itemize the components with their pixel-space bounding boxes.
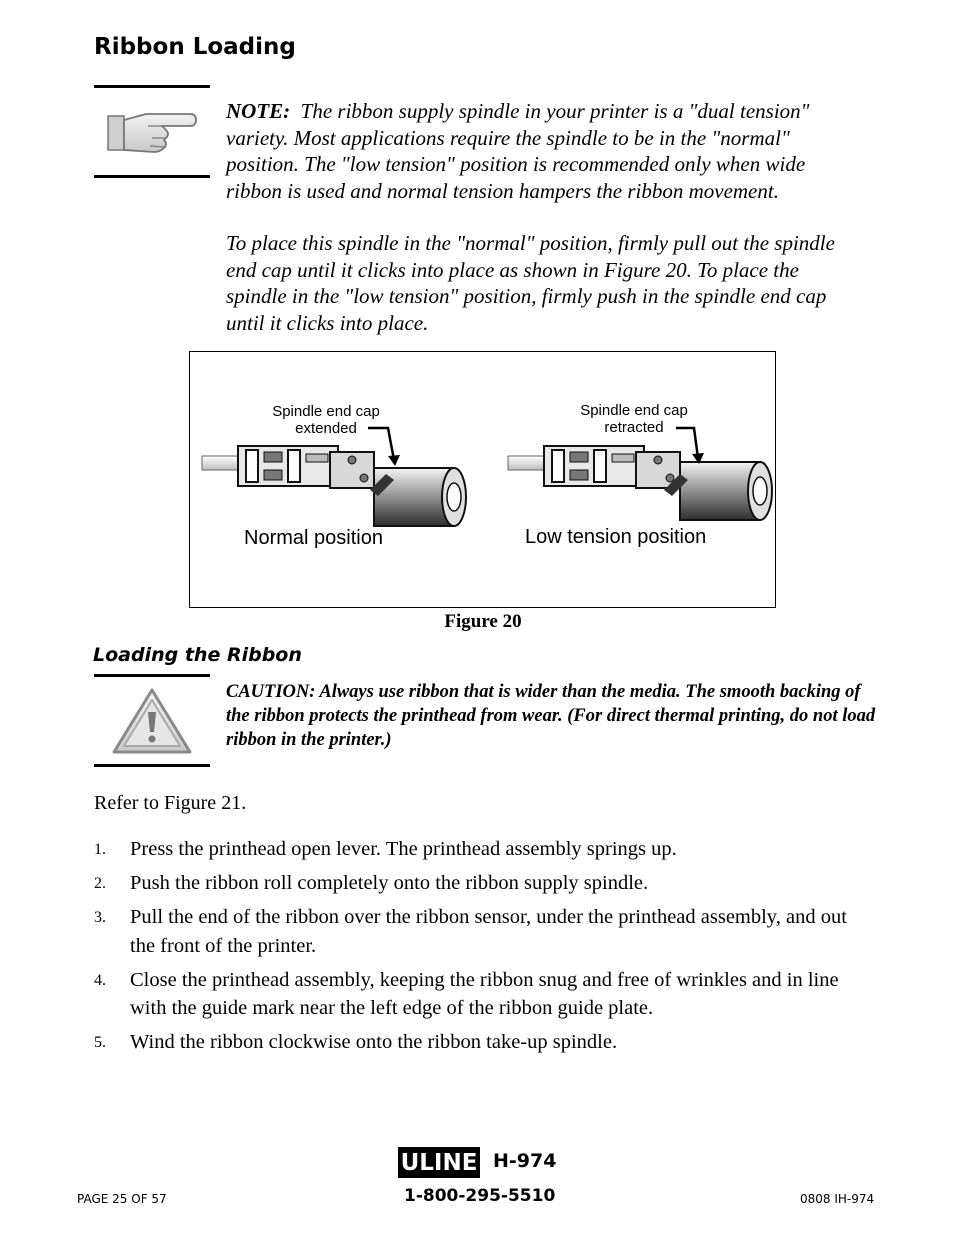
note-icon-box	[94, 85, 210, 178]
uline-logo: ULINE	[398, 1147, 480, 1178]
step-text: Close the printhead assembly, keeping the ribbon snug and free of wrinkles and in line with the guide mark near the left edge of the ribbon guide plate.	[130, 968, 839, 1019]
note-paragraph-2: To place this spindle in the "normal" position, firmly pull out the spindle end cap until it clicks into place as shown in Figure 20. To place the spindle in the "low tension" position, firmly push in the spindle end cap until it clicks into place.	[226, 231, 835, 335]
callout-retracted-line2: retracted	[604, 419, 664, 436]
callout-retracted	[558, 402, 710, 436]
normal-position-label: Normal position	[244, 527, 383, 549]
callout-extended-line1: Spindle end cap	[272, 403, 380, 420]
refer-text: Refer to Figure 21.	[94, 792, 247, 814]
steps-list	[94, 835, 874, 1062]
caution-text: CAUTION: Always use ribbon that is wider than the media. The smooth backing of the ribbon protects the printhead from wear. (For direct thermal printing, do not load ribbon in the printer.)	[226, 682, 876, 750]
low-tension-position-label: Low tension position	[525, 526, 707, 548]
list-item	[94, 903, 874, 960]
note-text	[226, 98, 846, 362]
list-item	[94, 1028, 874, 1057]
note-label: NOTE:	[226, 99, 291, 123]
step-text: Push the ribbon roll completely onto the ribbon supply spindle.	[130, 872, 649, 894]
callout-extended	[250, 403, 402, 437]
list-item	[94, 869, 874, 898]
page-number: PAGE 25 OF 57	[77, 1192, 167, 1206]
warning-triangle-icon	[110, 686, 194, 756]
callout-extended-line2: extended	[295, 420, 357, 437]
step-number: 1.	[94, 841, 106, 858]
figure-caption: Figure 20	[444, 611, 522, 632]
step-number: 2.	[94, 875, 106, 892]
section-title: Loading the Ribbon	[93, 644, 302, 666]
step-text: Press the printhead open lever. The printhead assembly springs up.	[130, 838, 677, 860]
phone-number: 1-800-295-5510	[404, 1186, 556, 1206]
model-number: H-974	[493, 1150, 557, 1172]
page-title: Ribbon Loading	[94, 34, 296, 60]
figure-20	[189, 351, 776, 608]
step-number: 3.	[94, 909, 106, 926]
step-number: 4.	[94, 971, 106, 989]
pointing-hand-icon	[104, 102, 200, 162]
note-paragraph-1: The ribbon supply spindle in your printer is a "dual tension" variety. Most applications require the spindle to be in the "normal" position. The "low tension" position is recommended only when wide ribbon is used and normal tension hampers the ribbon movement.	[226, 99, 810, 203]
step-text: Wind the ribbon clockwise onto the ribbon take-up spindle.	[130, 1031, 618, 1053]
spindle-illustration	[190, 352, 775, 607]
step-text: Pull the end of the ribbon over the ribbon sensor, under the printhead assembly, and out the front of the printer.	[130, 906, 847, 957]
list-item	[94, 966, 874, 1023]
document-code: 0808 IH-974	[800, 1192, 875, 1206]
caution-icon-box	[94, 674, 210, 767]
callout-retracted-line1: Spindle end cap	[580, 402, 688, 419]
list-item	[94, 835, 874, 864]
step-number: 5.	[94, 1034, 106, 1051]
